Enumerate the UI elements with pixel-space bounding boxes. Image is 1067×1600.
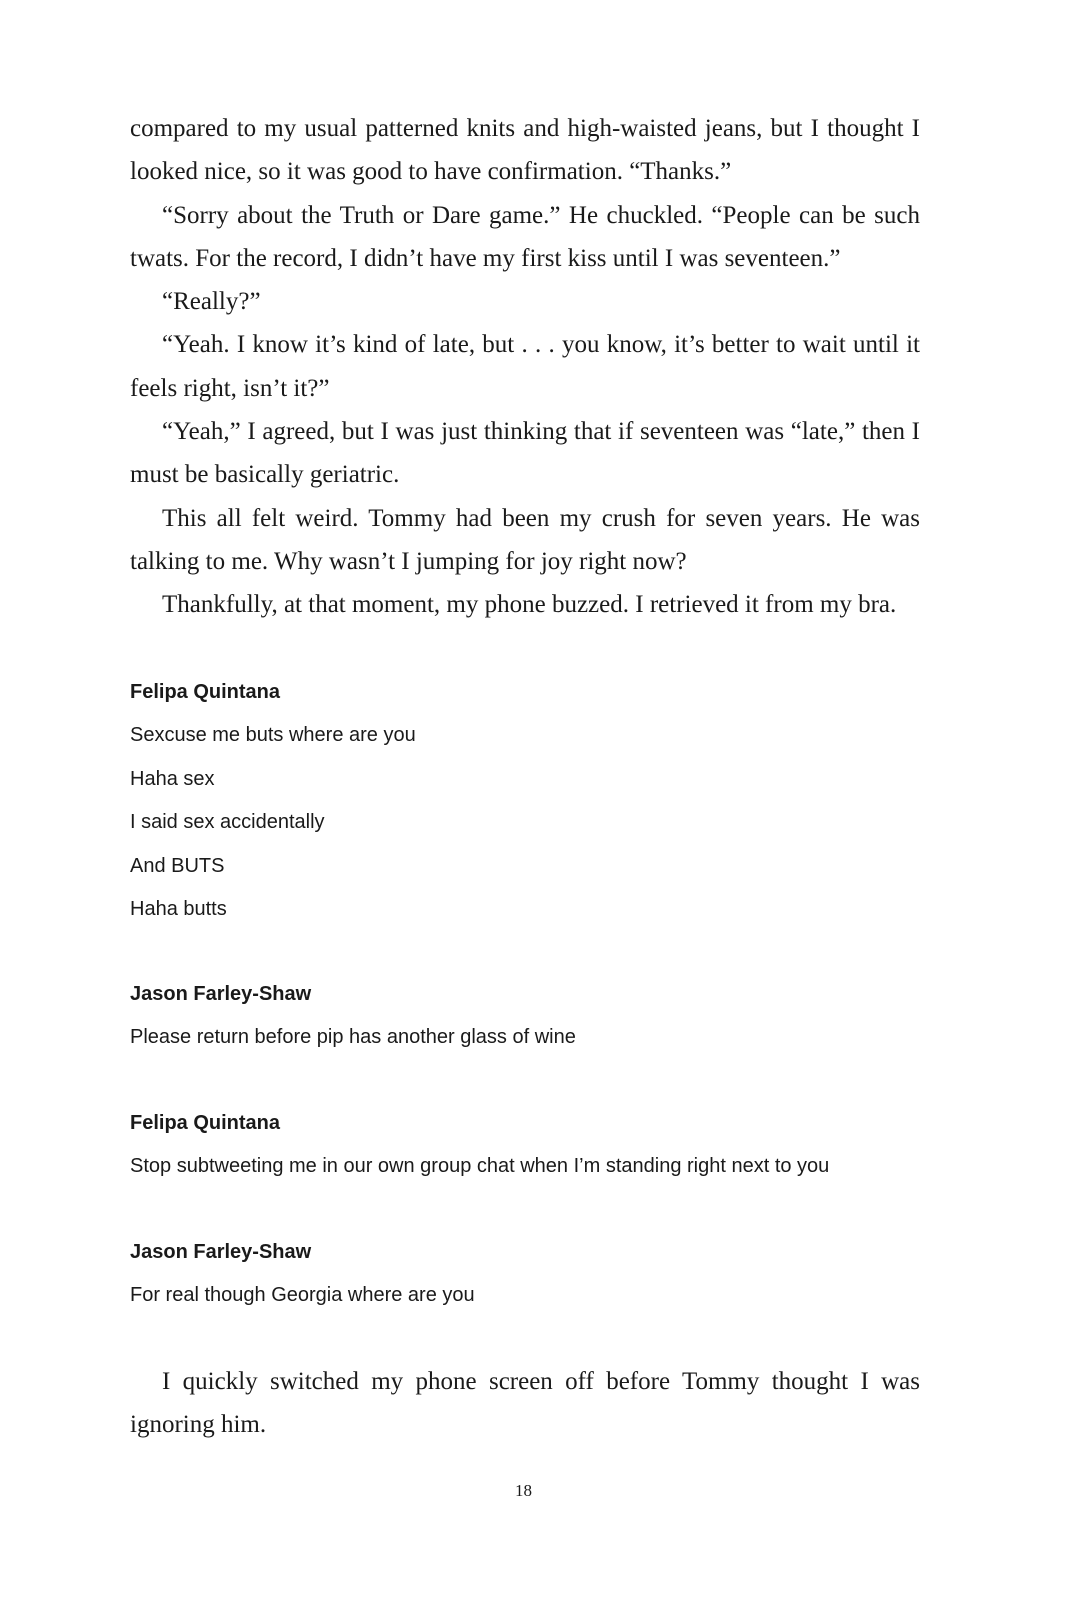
paragraph: “Yeah,” I agreed, but I was just thinking that if seventeen was “late,” then I must be basically geriatric. — [130, 418, 920, 489]
chat-sender-name: Felipa Quintana — [130, 681, 281, 703]
chat-message: Sexcuse me buts where are you — [130, 724, 416, 746]
paragraph: I quickly switched my phone screen off before Tommy thought I was ignoring him. — [130, 1368, 920, 1439]
paragraph: “Really?” — [162, 288, 261, 316]
chat-message: For real though Georgia where are you — [130, 1284, 475, 1306]
chat-message: Stop subtweeting me in our own group chat when I’m standing right next to you — [130, 1155, 830, 1177]
paragraph: compared to my usual patterned knits and high-waisted jeans, but I thought I looked nice, so it was good to have confirmation. “Thanks.” — [130, 115, 920, 186]
chat-sender-name: Felipa Quintana — [130, 1112, 281, 1134]
chat-message: I said sex accidentally — [130, 811, 325, 833]
chat-message: And BUTS — [130, 854, 225, 877]
chat-message-group — [130, 1237, 930, 1324]
chat-sender-name: Jason Farley-Shaw — [130, 1241, 312, 1263]
prose-section-top — [130, 107, 920, 627]
chat-message: Haha sex — [130, 767, 215, 790]
chat-message: Haha butts — [130, 898, 227, 920]
paragraph: This all felt weird. Tommy had been my crush for seven years. He was talking to me. Why wasn’t I jumping for joy right now? — [130, 504, 920, 575]
prose-section-bottom — [130, 1360, 920, 1447]
paragraph: “Yeah. I know it’s kind of late, but . . . you know, it’s better to wait until it feels right, isn’t it?” — [130, 331, 920, 402]
chat-message: Please return before pip has another glass of wine — [130, 1026, 576, 1048]
paragraph: Thankfully, at that moment, my phone buzzed. I retrieved it from my bra. — [162, 591, 897, 619]
page-number: 18 — [515, 1481, 532, 1500]
chat-message-group — [130, 1108, 930, 1195]
chat-message-group — [130, 677, 930, 938]
chat-message-group — [130, 979, 930, 1066]
chat-sender-name: Jason Farley-Shaw — [130, 983, 312, 1005]
paragraph: “Sorry about the Truth or Dare game.” He chuckled. “People can be such twats. For the record, I didn’t have my first kiss until I was seventeen.” — [130, 201, 920, 272]
